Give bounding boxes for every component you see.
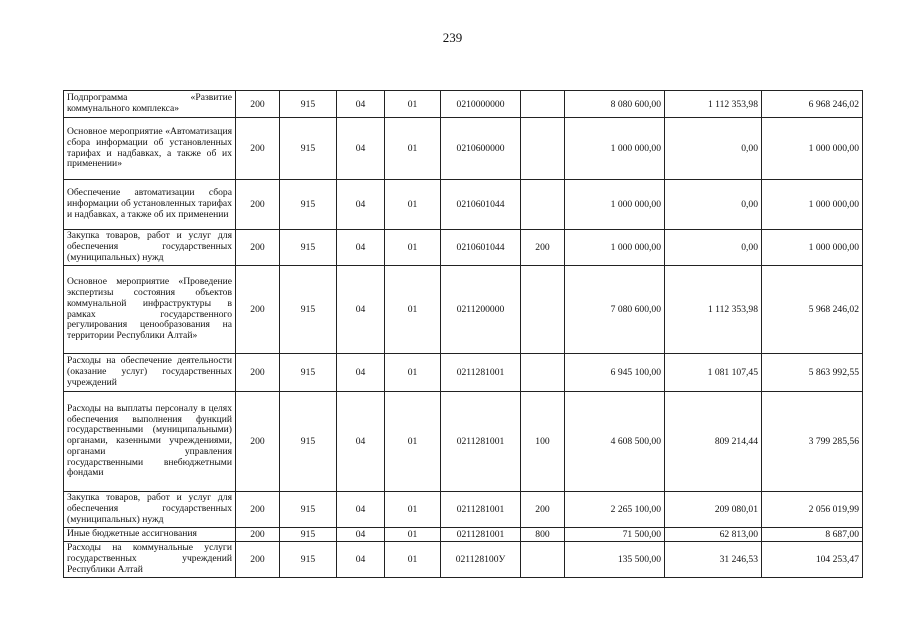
cell-col-b: 915 [280,230,337,266]
cell-col-b: 915 [280,542,337,578]
cell-expense-type [521,542,565,578]
cell-subsection: 01 [385,91,441,118]
cell-executed-amount: 0,00 [665,230,762,266]
cell-target-code: 0210000000 [441,91,521,118]
cell-subsection: 01 [385,230,441,266]
cell-col-a: 200 [236,542,280,578]
cell-expense-type: 200 [521,492,565,528]
cell-subsection: 01 [385,542,441,578]
cell-remaining-amount: 1 000 000,00 [762,118,863,180]
cell-expense-type [521,180,565,230]
cell-col-b: 915 [280,354,337,392]
table-row [64,91,863,118]
table-row [64,492,863,528]
cell-remaining-amount: 5 968 246,02 [762,266,863,354]
cell-remaining-amount: 1 000 000,00 [762,230,863,266]
cell-remaining-amount: 104 253,47 [762,542,863,578]
cell-subsection: 01 [385,492,441,528]
cell-col-a: 200 [236,230,280,266]
cell-expense-type: 100 [521,392,565,492]
table-row [64,542,863,578]
cell-target-code: 0210601044 [441,180,521,230]
page-number: 239 [442,30,463,45]
cell-subsection: 01 [385,118,441,180]
cell-planned-amount: 135 500,00 [565,542,665,578]
table-row [64,230,863,266]
cell-planned-amount: 1 000 000,00 [565,180,665,230]
cell-expense-type: 800 [521,528,565,542]
cell-col-b: 915 [280,392,337,492]
cell-remaining-amount: 2 056 019,99 [762,492,863,528]
cell-remaining-amount: 5 863 992,55 [762,354,863,392]
cell-remaining-amount: 1 000 000,00 [762,180,863,230]
row-description: Закупка товаров, работ и услуг для обеспечения государственных (муниципальных) нужд [64,492,236,528]
cell-section: 04 [337,91,385,118]
cell-expense-type [521,118,565,180]
cell-planned-amount: 4 608 500,00 [565,392,665,492]
row-description: Основное мероприятие «Автоматизация сбора информации об установленных тарифах и надбавках, а также об их применении» [64,118,236,180]
row-description: Обеспечение автоматизации сбора информации об установленных тарифах и надбавках, а также об их применении [64,180,236,230]
row-description: Закупка товаров, работ и услуг для обеспечения государственных (муниципальных) нужд [64,230,236,266]
table-row [64,180,863,230]
cell-planned-amount: 71 500,00 [565,528,665,542]
table-row [64,266,863,354]
cell-expense-type [521,354,565,392]
row-description: Расходы на обеспечение деятельности (оказание услуг) государственных учреждений [64,354,236,392]
cell-planned-amount: 6 945 100,00 [565,354,665,392]
cell-executed-amount: 1 112 353,98 [665,91,762,118]
cell-target-code: 0210601044 [441,230,521,266]
row-description: Иные бюджетные ассигнования [64,528,236,542]
cell-col-a: 200 [236,266,280,354]
cell-target-code: 0211281001 [441,528,521,542]
cell-target-code: 0211200000 [441,266,521,354]
cell-planned-amount: 8 080 600,00 [565,91,665,118]
cell-target-code: 0210600000 [441,118,521,180]
cell-remaining-amount: 3 799 285,56 [762,392,863,492]
cell-col-a: 200 [236,118,280,180]
cell-section: 04 [337,266,385,354]
cell-col-a: 200 [236,91,280,118]
cell-col-b: 915 [280,266,337,354]
cell-planned-amount: 2 265 100,00 [565,492,665,528]
cell-section: 04 [337,492,385,528]
cell-executed-amount: 62 813,00 [665,528,762,542]
cell-expense-type: 200 [521,230,565,266]
cell-subsection: 01 [385,392,441,492]
cell-col-b: 915 [280,528,337,542]
row-description: Расходы на выплаты персоналу в целях обеспечения выполнения функций государственными (муниципальными) органами, казенными учреждениями, органами управления государственными внебюджетными фондами [64,392,236,492]
cell-planned-amount: 7 080 600,00 [565,266,665,354]
cell-section: 04 [337,180,385,230]
cell-subsection: 01 [385,528,441,542]
cell-section: 04 [337,118,385,180]
cell-remaining-amount: 6 968 246,02 [762,91,863,118]
row-description: Основное мероприятие «Проведение экспертизы состояния объектов коммунальной инфраструктуры в рамках государственного регулирования ценообразования на территории Республики Алтай» [64,266,236,354]
cell-section: 04 [337,230,385,266]
cell-expense-type [521,266,565,354]
cell-section: 04 [337,528,385,542]
cell-expense-type [521,91,565,118]
cell-executed-amount: 31 246,53 [665,542,762,578]
cell-col-a: 200 [236,528,280,542]
cell-subsection: 01 [385,266,441,354]
cell-executed-amount: 1 112 353,98 [665,266,762,354]
cell-col-b: 915 [280,118,337,180]
cell-planned-amount: 1 000 000,00 [565,118,665,180]
cell-executed-amount: 0,00 [665,118,762,180]
table-row [64,392,863,492]
cell-subsection: 01 [385,180,441,230]
cell-executed-amount: 209 080,01 [665,492,762,528]
table-row [64,118,863,180]
cell-target-code: 0211281001 [441,392,521,492]
table-row [64,528,863,542]
cell-target-code: 0211281001 [441,492,521,528]
cell-planned-amount: 1 000 000,00 [565,230,665,266]
cell-remaining-amount: 8 687,00 [762,528,863,542]
cell-section: 04 [337,542,385,578]
row-description: Подпрограмма «Развитие коммунального комплекса» [64,91,236,118]
cell-col-a: 200 [236,180,280,230]
cell-section: 04 [337,354,385,392]
cell-col-b: 915 [280,492,337,528]
cell-subsection: 01 [385,354,441,392]
cell-col-b: 915 [280,91,337,118]
cell-target-code: 0211281001 [441,354,521,392]
cell-executed-amount: 809 214,44 [665,392,762,492]
cell-col-a: 200 [236,392,280,492]
cell-col-a: 200 [236,354,280,392]
cell-col-b: 915 [280,180,337,230]
cell-target-code: 021128100У [441,542,521,578]
cell-col-a: 200 [236,492,280,528]
budget-table [63,90,863,578]
row-description: Расходы на коммунальные услуги государственных учреждений Республики Алтай [64,542,236,578]
cell-section: 04 [337,392,385,492]
cell-executed-amount: 1 081 107,45 [665,354,762,392]
table-row [64,354,863,392]
cell-executed-amount: 0,00 [665,180,762,230]
